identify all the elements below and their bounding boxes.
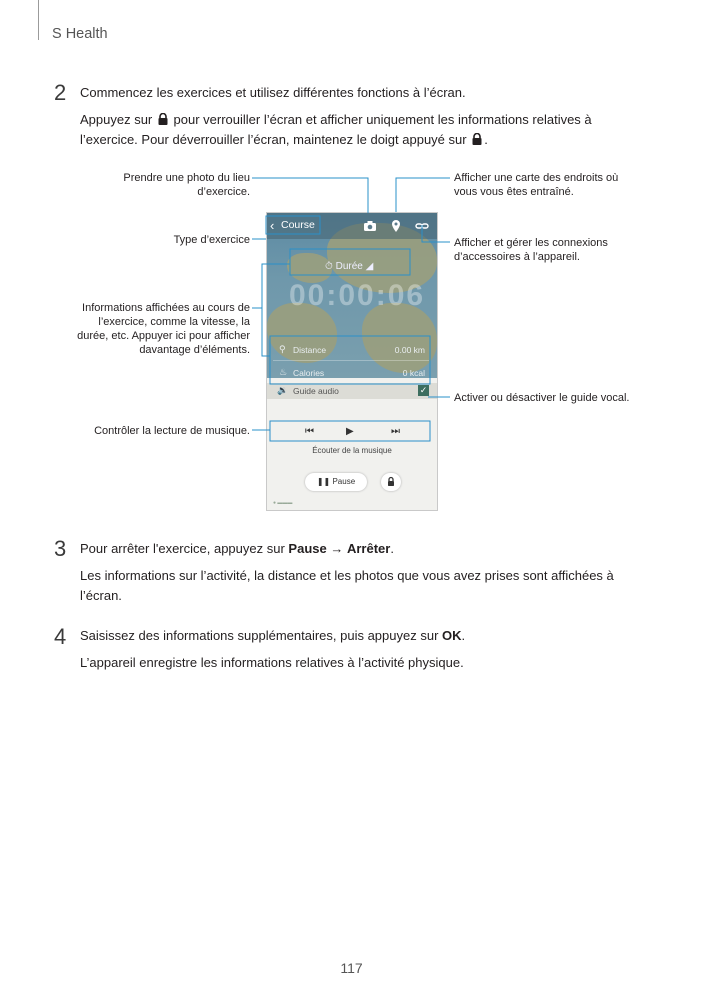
annotation-photo: Prendre une photo du lieu d’exercice. xyxy=(123,172,250,198)
info-row-value: 0.00 km xyxy=(394,345,425,355)
footer-mark: ● ▬▬▬ xyxy=(273,500,293,506)
pause-button[interactable]: ❚❚ Pause xyxy=(305,473,367,491)
annotation-info: Informations affichées au cours de l’exercice, comme la vitesse, la durée, etc. Appuyer ici pour afficher davantage d’éléments. xyxy=(77,302,250,356)
section-header: S Health xyxy=(52,26,108,42)
annotation-voice: Activer ou désactiver le guide vocal. xyxy=(454,392,630,404)
step-number: 4 xyxy=(54,624,67,649)
page-number: 117 xyxy=(340,960,363,976)
step-detail-part: Appuyez sur xyxy=(80,112,153,127)
step-text xyxy=(80,626,640,646)
step-detail: Les informations sur l’activité, la distance et les photos que vous avez prises sont affichées à l’écran. xyxy=(80,568,614,603)
ok-term: OK xyxy=(442,628,462,643)
elapsed-timer: 00:00:06 xyxy=(289,279,426,312)
highlight-box xyxy=(266,216,320,234)
highlight-box xyxy=(270,336,430,384)
location-icon: ⚲ xyxy=(279,344,286,354)
step-detail: L’appareil enregistre les informations relatives à l’activité physique. xyxy=(80,655,464,670)
duration-selector[interactable]: ⏱ Durée ◢ xyxy=(325,261,374,272)
pause-label: Pause xyxy=(332,477,356,486)
callout-line xyxy=(252,264,290,308)
next-track-icon[interactable]: ⏭ xyxy=(391,426,400,437)
annotation-accessories: Afficher et gérer les connexions d’accessoires à l’appareil. xyxy=(454,237,608,263)
callout-line xyxy=(396,178,450,212)
back-icon[interactable]: ‹ xyxy=(270,218,275,233)
flame-icon: ♨ xyxy=(279,367,288,377)
audio-guide-checkbox[interactable]: ✓ xyxy=(419,385,428,395)
callout-line xyxy=(422,225,450,242)
music-label[interactable]: Écouter de la musique xyxy=(312,446,392,455)
stop-term: Arrêter xyxy=(346,541,391,556)
step-detail-part: . xyxy=(484,132,488,147)
step-text xyxy=(80,539,640,559)
step-detail-part: pour verrouiller l’écran et afficher uniquement les informations relatives à xyxy=(173,112,592,127)
step-text-part: Pour arrêter l'exercice, appuyez sur xyxy=(80,541,285,556)
annotation-type: Type d’exercice xyxy=(173,234,250,246)
step-text-part: . xyxy=(390,541,394,556)
annotation-map: Afficher une carte des endroits où vous vous êtes entraîné. xyxy=(454,172,619,198)
pause-term: Pause xyxy=(288,541,327,556)
arrow: → xyxy=(330,541,344,556)
exercise-title[interactable]: Course xyxy=(281,219,315,231)
play-icon[interactable]: ▶ xyxy=(346,426,354,437)
audio-guide-label: Guide audio xyxy=(293,386,339,396)
info-row-label: Calories xyxy=(293,368,325,378)
speaker-icon: 🔉 xyxy=(277,385,289,395)
callout-line xyxy=(252,178,368,213)
step-text: Commencez les exercices et utilisez différentes fonctions à l’écran. xyxy=(80,85,466,100)
step-number: 3 xyxy=(54,536,67,561)
duration-label: Durée xyxy=(335,261,363,272)
annotation-music: Contrôler la lecture de musique. xyxy=(94,425,250,437)
step-text-part: . xyxy=(461,628,466,643)
highlight-box xyxy=(290,249,410,275)
previous-track-icon[interactable]: ⏮ xyxy=(305,426,314,437)
callout-line xyxy=(262,308,270,356)
info-row-value: 0 kcal xyxy=(402,368,425,378)
step-number: 2 xyxy=(54,80,67,105)
step-text-part: Saisissez des informations supplémentaires, puis appuyez sur xyxy=(80,628,439,643)
highlight-box xyxy=(270,421,430,441)
step-detail-part: l’exercice. Pour déverrouiller l’écran, maintenez le doigt appuyé sur xyxy=(80,132,467,147)
info-row-label: Distance xyxy=(293,345,327,355)
